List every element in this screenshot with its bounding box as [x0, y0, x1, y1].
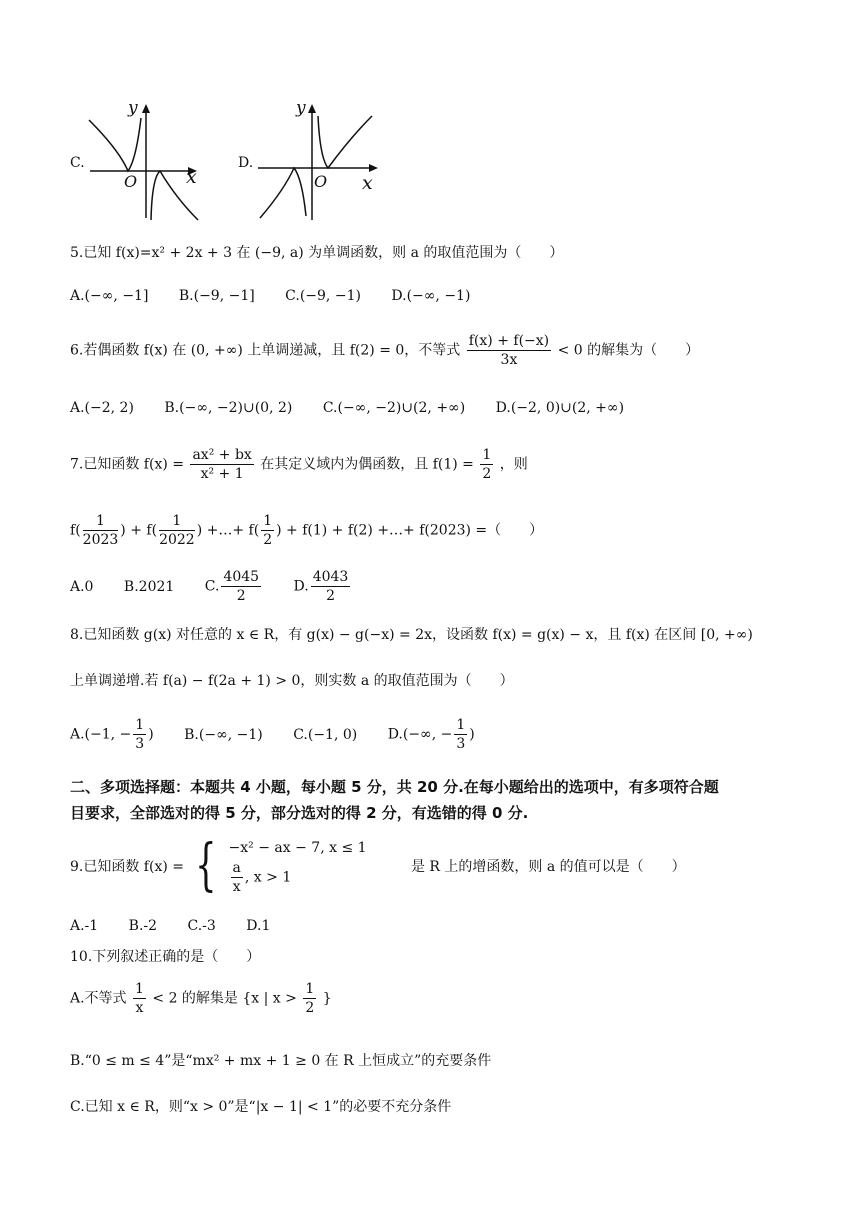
q9-option-a: A.-1: [70, 918, 99, 934]
q6-stem-pre: 6.若偶函数 f(x) 在 (0, +∞) 上单调递减，且 f(2) = 0，不等式: [70, 342, 461, 359]
q6-fraction-num: f(x) + f(−x): [468, 333, 550, 349]
q5-option-d: D.(−∞, −1): [391, 288, 471, 304]
q7-options: [70, 568, 378, 605]
graph-c-y-arrow: [142, 104, 150, 113]
q9-options: [70, 918, 296, 934]
q8-option-d: [388, 716, 475, 753]
q9-case2: [229, 859, 367, 896]
q10-option-b: B.“0 ≤ m ≤ 4”是“mx² + mx + 1 ≥ 0 在 R 上恒成立”的充要条件: [70, 1053, 492, 1069]
q6-options: [70, 400, 650, 416]
q6-stem-post: < 0 的解集为（ ）: [557, 342, 700, 359]
q9-case1: −x² − ax − 7, x ≤ 1: [228, 839, 367, 856]
q8-option-a-post: ): [148, 726, 154, 743]
q7-sum-dots: +…+ f: [206, 522, 254, 539]
q10-option-a-mid: < 2 的解集是: [152, 990, 238, 1007]
q10-option-a-set-num: 1: [305, 981, 315, 997]
q5-option-a: A.(−∞, −1]: [70, 288, 149, 304]
q7-sum-frac-a: [83, 512, 119, 549]
q10-option-c: C.已知 x ∈ R，则“x > 0”是“|x − 1| < 1”的必要不充分条件: [70, 1099, 452, 1115]
q8-option-d-den: 3: [456, 736, 466, 752]
q7-option-c-den: 2: [236, 588, 246, 604]
q7-stem-post: ，则: [499, 456, 528, 473]
q7-option-c: [205, 568, 263, 605]
q8-option-b: B.(−∞, −1): [184, 726, 263, 743]
q7-option-d: [294, 568, 353, 605]
q6-option-d: D.(−2, 0)∪(2, +∞): [495, 400, 625, 416]
q7-fraction: [190, 446, 253, 483]
q8-option-d-frac: [454, 716, 467, 753]
graph-c-y-label: y: [128, 98, 138, 118]
q8-option-d-post: ): [469, 726, 475, 743]
q7-option-a: A.0: [70, 578, 94, 595]
q8-line1: 8.已知函数 g(x) 对任意的 x ∈ R，有 g(x) − g(−x) = 2x，设函数 f(x) = g(x) − x，且 f(x) 在区间 [0, +∞): [70, 627, 753, 643]
q8-option-a: [70, 716, 154, 753]
q7-fraction-num: ax² + bx: [192, 447, 252, 463]
graph-c-x-label: x: [186, 166, 197, 188]
q7-sum-frac-c: [261, 512, 274, 549]
q8-option-a-pre: A.(−1, −: [70, 726, 132, 743]
q5-option-c: C.(−9, −1): [285, 288, 361, 304]
q7-half-den: 2: [482, 466, 492, 482]
q9-case2-den: x: [232, 878, 241, 895]
graph-d-y-arrow: [308, 104, 316, 113]
q7-option-d-den: 2: [326, 588, 335, 604]
q9-case2-frac: [231, 859, 243, 896]
q8-option-d-num: 1: [456, 717, 466, 733]
q8-option-d-pre: D.(−∞, −: [387, 726, 453, 743]
q7-sum-f: f: [70, 522, 76, 539]
q10-option-a-set-pre: {x | x >: [242, 990, 297, 1007]
graph-d-label: D.: [238, 155, 254, 171]
q7-sum: f( $\frac{1}{2023}$ ) + f( $\frac{1}{2022}$ ) +…+ f( $\frac{1}{2}$ ) + f(1) + f(2) +…+ f(2023) =（ ）: [70, 513, 544, 548]
q8-option-c: C.(−1, 0): [293, 726, 358, 743]
graph-c-origin-label: O: [124, 172, 138, 191]
q8-option-a-num: 1: [135, 717, 145, 733]
q10-option-a-set-frac: [303, 980, 316, 1017]
q7-stem: [70, 446, 528, 483]
q7-option-d-frac: [311, 568, 351, 605]
q6-option-a: A.(−2, 2): [70, 400, 134, 416]
graph-d-origin-label: O: [314, 172, 328, 191]
q10-option-a-num: 1: [135, 981, 144, 997]
q10-option-a-pre: A.不等式: [70, 990, 127, 1007]
graph-d-left-curve: [260, 168, 306, 218]
q9-option-c: C.-3: [187, 918, 216, 934]
q9-case2-tail: , x > 1: [244, 869, 292, 885]
q10-stem: 10.下列叙述正确的是（ ）: [70, 949, 261, 965]
q7-half-num: 1: [482, 447, 492, 463]
q7-sum-b-num: 1: [159, 512, 195, 531]
q7-option-c-pre: C.: [204, 578, 220, 595]
q7-option-d-pre: D.: [293, 578, 309, 595]
q8-line2: 上单调递增.若 f(a) − f(2a + 1) > 0，则实数 a 的取值范围为（ ）: [70, 673, 514, 689]
q7-sum-plus-f: + f: [130, 522, 152, 539]
q7-sum-a-den: 2023: [82, 532, 119, 548]
graph-d-x-label: x: [362, 172, 373, 194]
q9-piecewise: [229, 837, 367, 896]
graph-d-right-curve: [318, 116, 372, 168]
q9-option-d: D.1: [246, 918, 271, 934]
q7-fraction-den: x² + 1: [200, 466, 244, 482]
q10-option-a-frac: [133, 980, 146, 1017]
q10-option-a-set-post: }: [322, 990, 332, 1007]
q7-stem-mid: 在其定义域内为偶函数，且 f(1) =: [260, 456, 474, 473]
graph-c-label: C.: [70, 155, 85, 171]
q7-sum-tail: + f(1) + f(2) +…+ f(2023) =（ ）: [286, 522, 544, 539]
q7-option-d-num: 4043: [312, 569, 349, 585]
q7-option-c-num: 4045: [223, 569, 260, 585]
q6-fraction-den: 3x: [500, 352, 518, 368]
section2-heading-line2: 目要求，全部选对的得 5 分，部分选对的得 2 分，有选错的得 0 分.: [70, 804, 529, 822]
q10-option-a: [70, 980, 332, 1017]
q6-stem: [70, 332, 699, 369]
q9-option-b: B.-2: [128, 918, 158, 934]
q7-sum-a-num: 1: [83, 512, 119, 531]
q9-stem-pre: 9.已知函数 f(x) =: [70, 859, 184, 875]
q9-stem: [70, 833, 686, 898]
q8-option-a-den: 3: [135, 736, 145, 752]
q6-fraction: [467, 332, 551, 369]
q5-option-b: B.(−9, −1]: [178, 288, 255, 304]
q8-options: [70, 716, 501, 753]
q7-option-b: B.2021: [123, 578, 175, 595]
q5-options: [70, 288, 496, 304]
q9-stem-post: 是 R 上的增函数，则 a 的值可以是（ ）: [410, 859, 686, 875]
graph-d-y-label: y: [296, 98, 306, 118]
q7-stem-pre: 7.已知函数 f(x) =: [70, 456, 184, 473]
graph-d-x-arrow: [369, 164, 378, 172]
q9-piecewise-brace: {: [195, 833, 217, 898]
q7-sum-c-num: 1: [263, 513, 273, 529]
q7-sum-b-den: 2022: [159, 532, 195, 548]
q8-option-a-frac: [133, 716, 146, 753]
q10-option-a-den: x: [135, 1000, 144, 1016]
q7-half: [480, 446, 493, 483]
q6-option-c: C.(−∞, −2)∪(2, +∞): [322, 400, 466, 416]
q10-option-a-set-den: 2: [305, 1000, 315, 1016]
q5-stem: 5.已知 f(x)=x² + 2x + 3 在 (−9, a) 为单调函数，则 a 的取值范围为（ ）: [70, 245, 564, 261]
graph-d-svg: [254, 98, 384, 222]
q7-option-c-frac: [221, 568, 261, 605]
q6-option-b: B.(−∞, −2)∪(0, 2): [164, 400, 293, 416]
graph-c-left-curve: [89, 118, 141, 171]
section2-heading-line1: 二、多项选择题：本题共 4 小题，每小题 5 分，共 20 分.在每小题给出的选项中，有多项符合题: [70, 778, 719, 796]
graph-c-svg: [84, 98, 204, 222]
q7-sum-c-den: 2: [263, 532, 273, 548]
q9-case2-num: a: [232, 859, 241, 876]
q7-sum-frac-b: [159, 512, 195, 549]
